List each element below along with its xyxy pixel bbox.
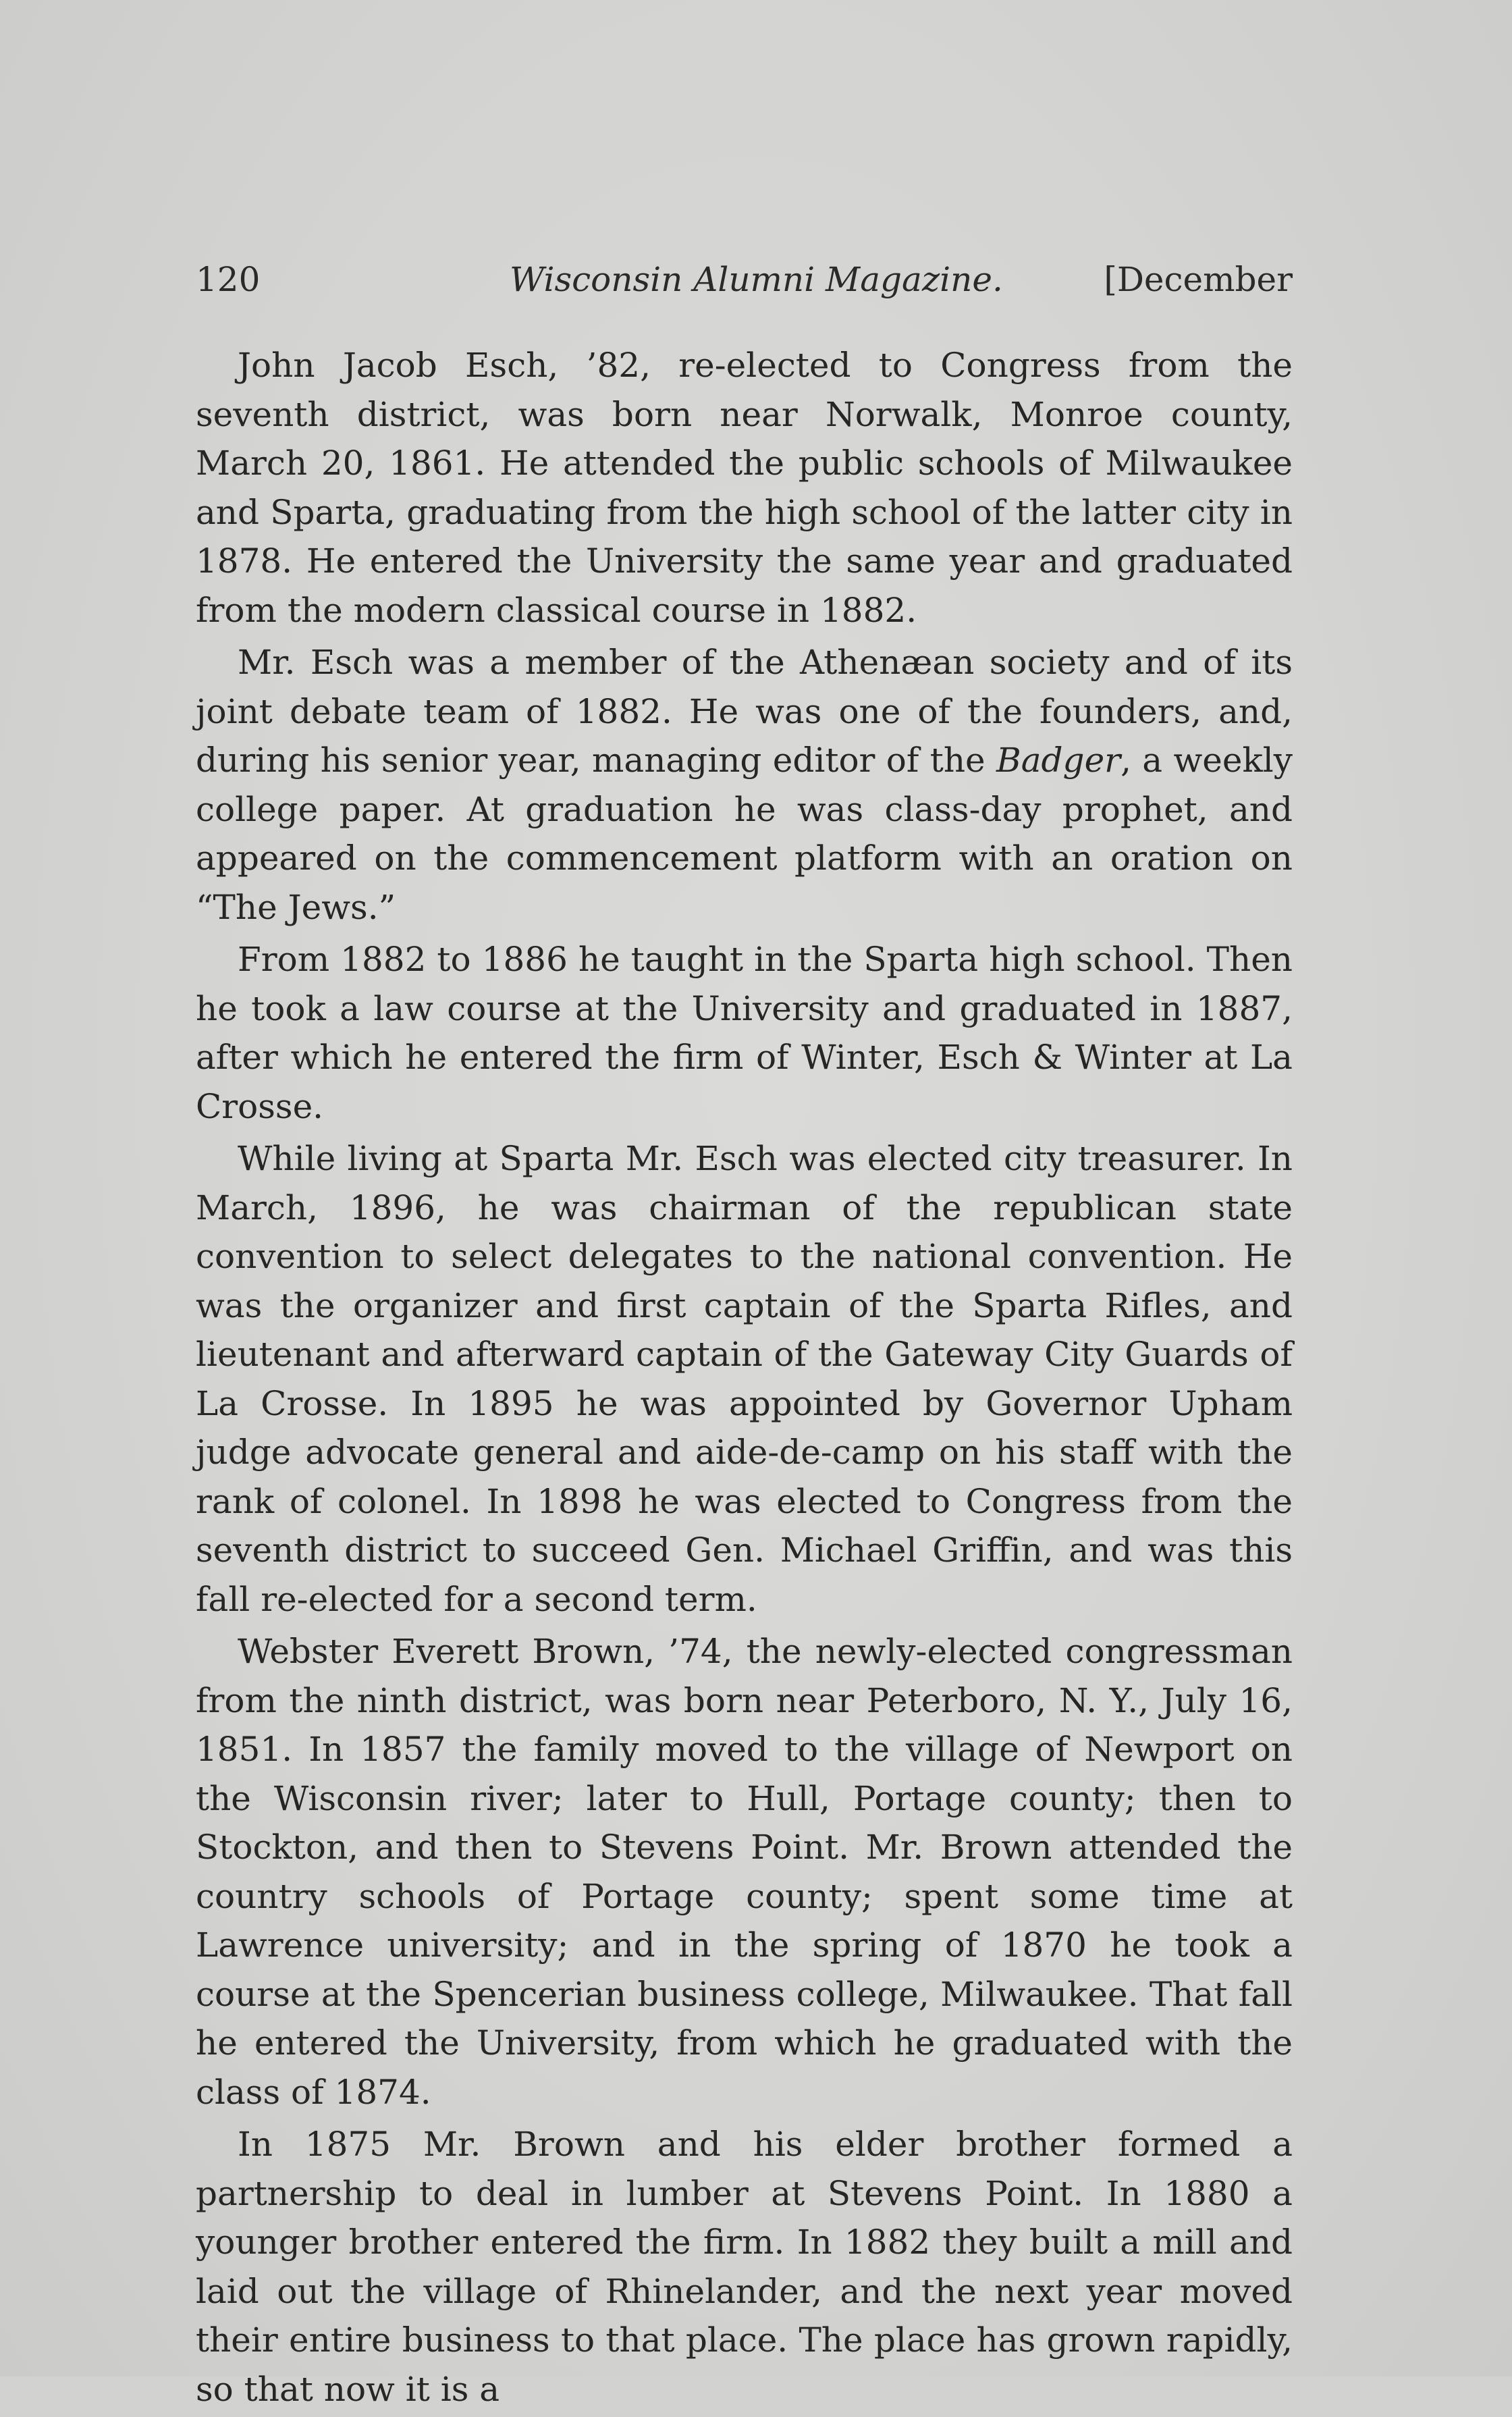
- paragraph-esch-sparta: While living at Sparta Mr. Esch was elected city treasurer. In March, 1896, he was chairman of the republican state convention to select delegates to the national convention. He was the organizer and first captain of the Sparta Rifles, and lieutenant and afterward captain of the Gateway City Guards of La Crosse. In 1895 he was appointed by Governor Upham judge advocate general and aide-de-camp on his staff with the rank of colonel. In 1898 he was elected to Congress from the seventh district to succeed Gen. Michael Griffin, and was this fall re-elected for a second term.: [196, 1139, 1293, 1619]
- publication-name: Badger: [996, 741, 1121, 780]
- paragraph-esch-athenaean: [196, 638, 1293, 932]
- paragraph-text: , a weekly college paper. At graduation he was class-day prophet, and appeared on the commencement platform with an oration on “The Jews.”: [196, 741, 1293, 927]
- page-number: 120: [196, 260, 261, 299]
- paragraph-text: Mr. Esch was a member of the Athenæan society and of its joint debate team of 1882. He was one of the founders, and, during his senior year, managing editor of the: [196, 643, 1293, 780]
- issue-month: [December: [1104, 260, 1293, 299]
- article-body: [196, 341, 1293, 2417]
- magazine-title: Wisconsin Alumni Magazine.: [510, 260, 1003, 299]
- paragraph-esch-law: From 1882 to 1886 he taught in the Sparta high school. Then he took a law course at the University and graduated in 1887, after which he entered the firm of Winter, Esch & Winter at La Crosse.: [196, 940, 1293, 1126]
- running-head: [196, 260, 1293, 314]
- paragraph-brown-lumber: In 1875 Mr. Brown and his elder brother formed a partnership to deal in lumber at Stevens Point. In 1880 a younger brother entered the firm. In 1882 they built a mill and laid out the village of Rhinelander, and the next year moved their entire business to that place. The place has grown rapidly, so that now it is a: [196, 2125, 1293, 2409]
- paragraph-esch-intro: John Jacob Esch, ’82, re-elected to Congress from the seventh district, was born near Norwalk, Monroe county, March 20, 1861. He attended the public schools of Milwaukee and Sparta, graduating from the high school of the latter city in 1878. He entered the University the same year and graduated from the modern classical course in 1882.: [196, 346, 1293, 630]
- paragraph-brown-intro: Webster Everett Brown, ’74, the newly-elected congressman from the ninth district, was born near Peterboro, N. Y., July 16, 1851. In 1857 the family moved to the village of Newport on the Wisconsin river; later to Hull, Portage county; then to Stockton, and then to Stevens Point. Mr. Brown attended the country schools of Portage county; spent some time at Lawrence university; and in the spring of 1870 he took a course at the Spencerian business college, Milwaukee. That fall he entered the University, from which he graduated with the class of 1874.: [196, 1632, 1293, 2112]
